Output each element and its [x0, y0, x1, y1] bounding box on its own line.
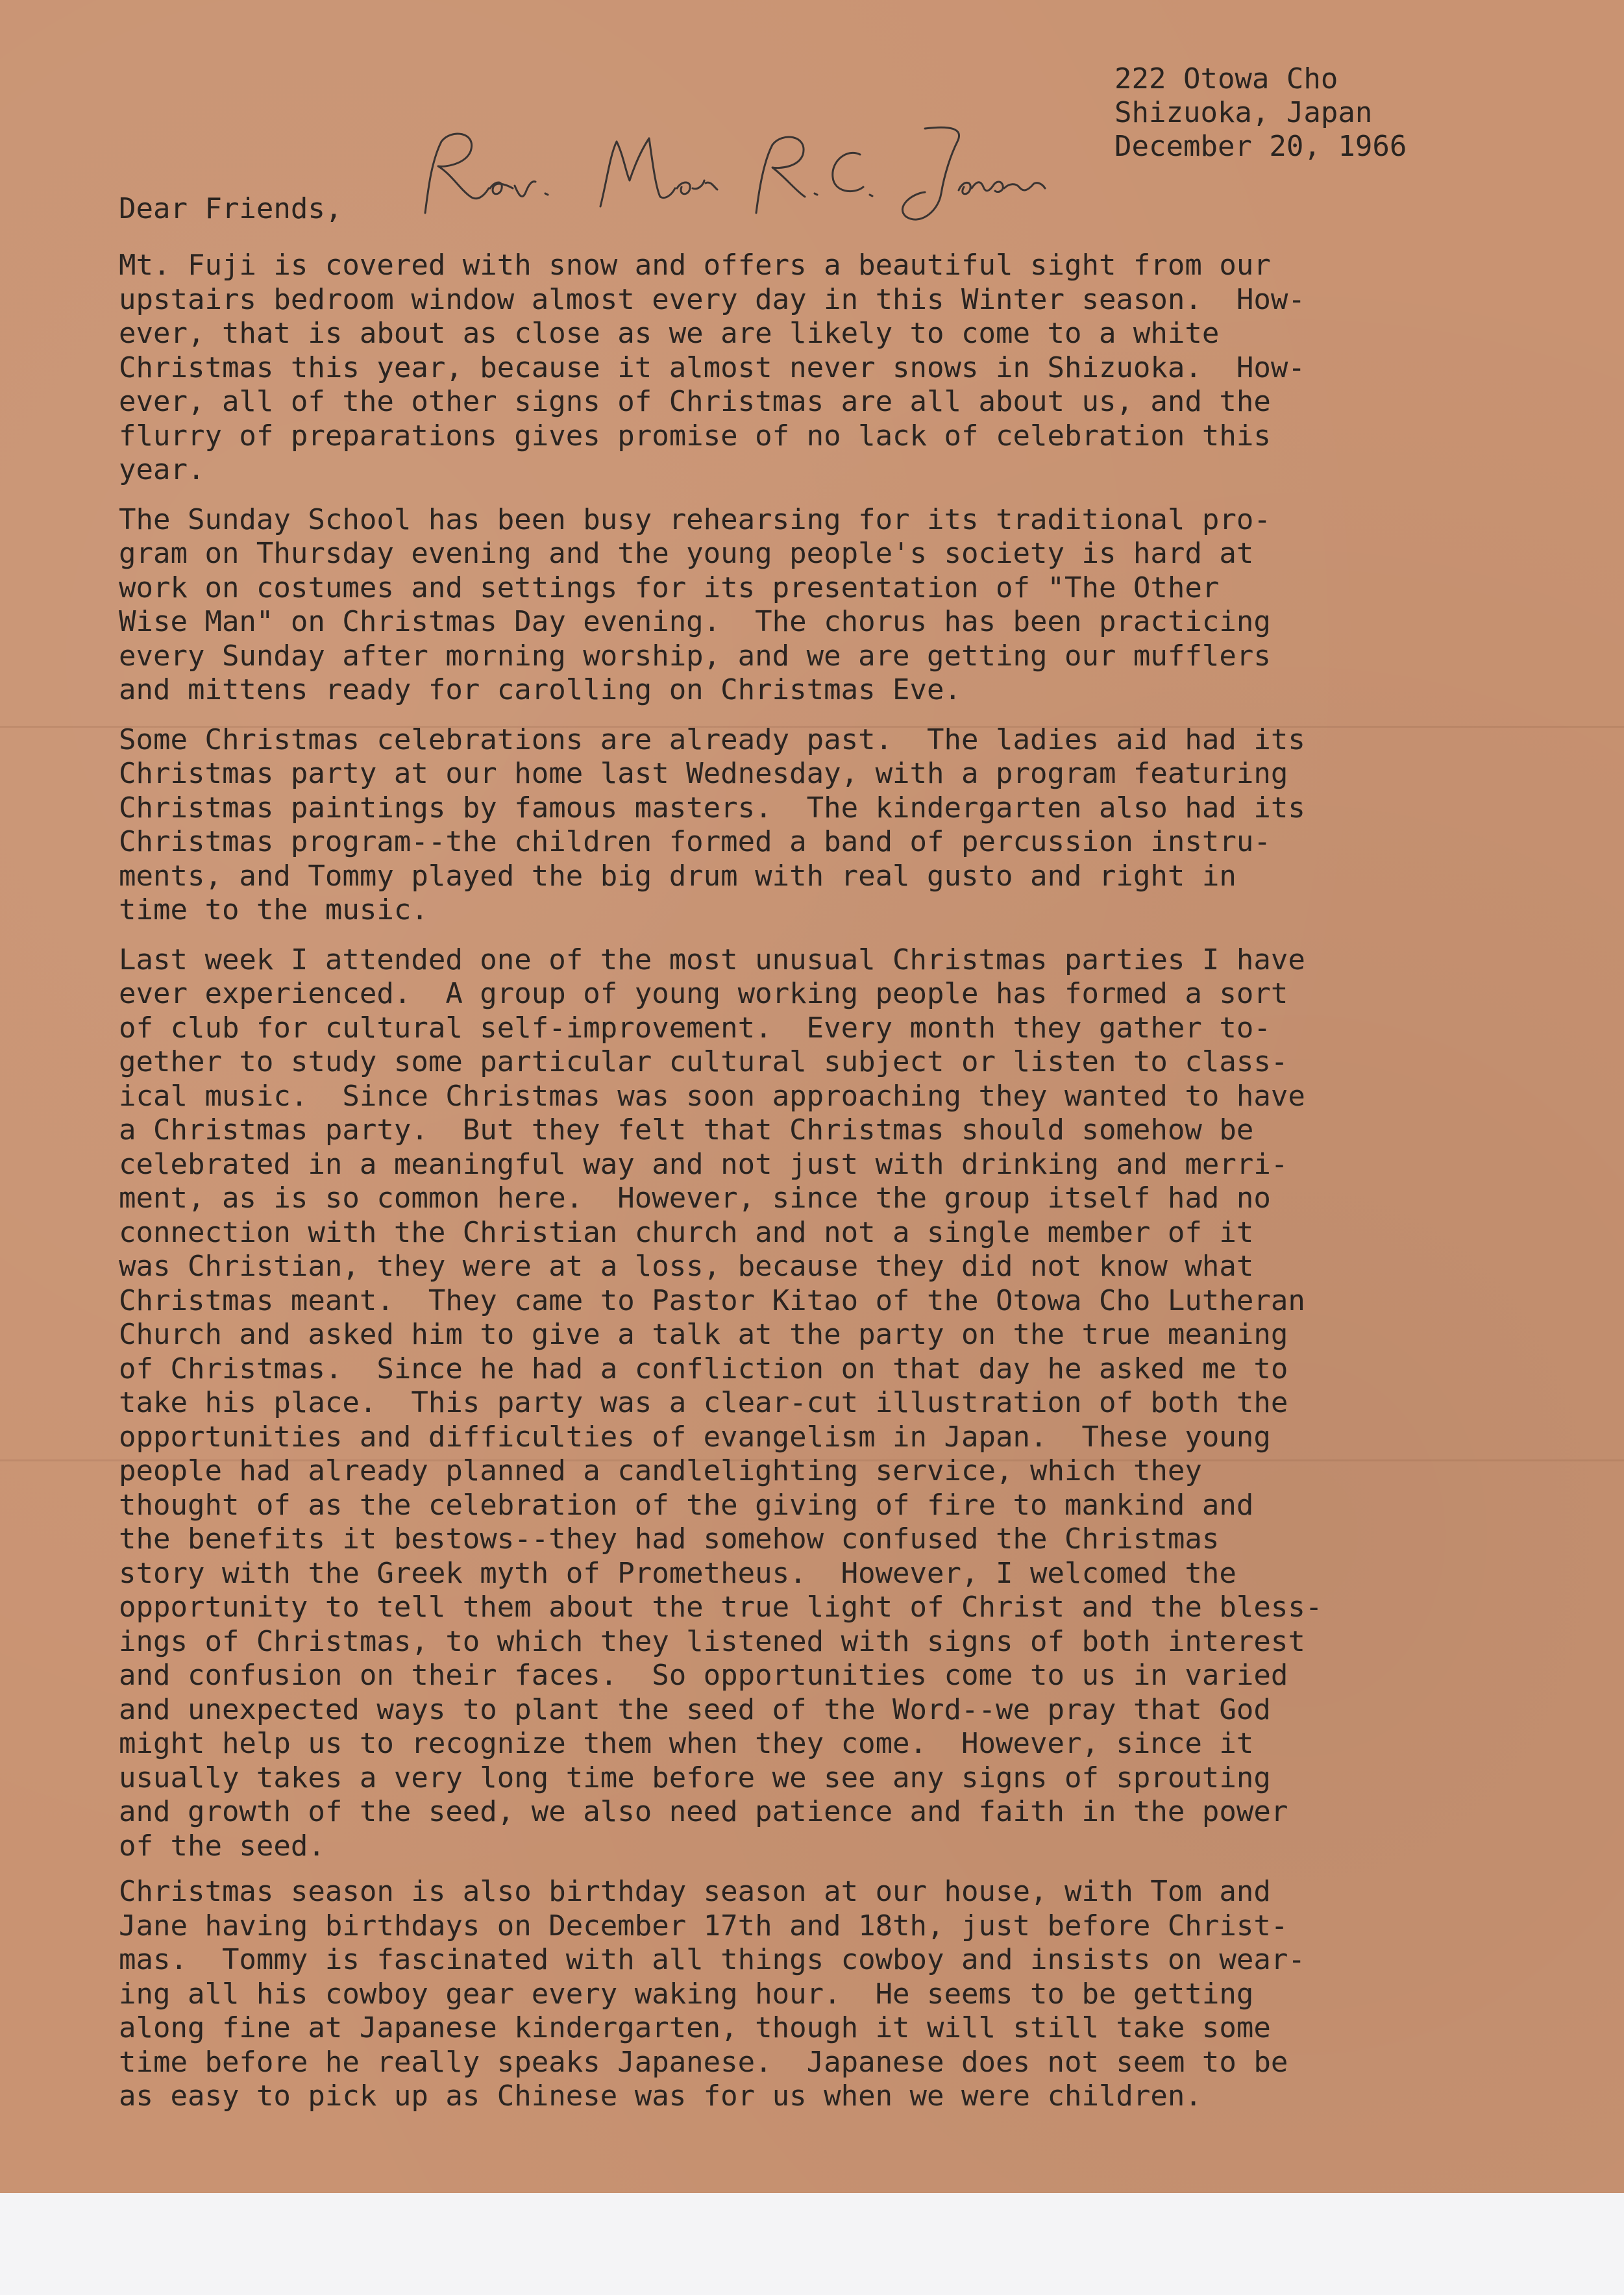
paragraph-1: Mt. Fuji is covered with snow and offers a beautiful sight from our upstairs bedroom window almost every day in this Winter season. How- ever, that is about as close as we are likely to come to a white Christmas this year, because it almost never snows in Shizuoka. How- ever, all of the other signs of Christmas are all about us, and the flurry of preparations gives promise of no lack of celebration this year. — [119, 249, 1305, 486]
paragraph-5: Christmas season is also birthday season at our house, with Tom and Jane having birthdays on December 17th and 18th, just before Christ- mas. Tommy is fascinated with all things cowboy and insists on wear- ing all his cowboy gear every waking hour. He seems to be getting along fine at Japanese kindergarten, though it will still take some time before he really speaks Japanese. Japanese does not seem to be as easy to pick up as Chinese was for us when we were children. — [119, 1875, 1305, 2113]
paragraph-2: The Sunday School has been busy rehearsing for its traditional pro- gram on Thursday evening and the young people's society is hard at work on costumes and settings for its presentation of "The Other Wise Man" on Christmas Day evening. The chorus has been practicing every Sunday after morning worship, and we are getting our mufflers and mittens ready for carolling on Christmas Eve. — [119, 502, 1271, 706]
letter-body — [119, 249, 1573, 2129]
letter-date: December 20, 1966 — [1114, 130, 1407, 163]
paragraph-4: Last week I attended one of the most unusual Christmas parties I have ever experienced. A group of young working people has formed a sort of club for cultural self-improvement. Every month they gather to- gether to study some particular cultural subject or listen to class- ical music. Since Christmas was soon approaching they wanted to have a Christmas party. But they felt that Christmas should somehow be celebrated in a meaningful way and not just with drinking and merri- ment, as is so common here. However, since the group itself had no connection with the Christian church and not a single member of it was Christian, they were at a loss, because they did not know what Christmas meant. They came to Pastor Kitao of the Otowa Cho Lutheran Church and asked him to give a talk at the party on the true meaning of Christmas. Since he had a confliction on that day he asked me to take his place. This party was a clear-cut illustration of both the opportunities and difficulties of evangelism in Japan. These young people had already planned a candlelighting service, which they thought of as the celebration of the giving of fire to mankind and the benefits it bestows--they had somehow confused the Christmas story with the Greek myth of Prometheus. However, I welcomed the opportunity to tell them about the true light of Christ and the bless- ings of Christmas, to which they listened with signs of both interest and confusion on their faces. So opportunities come to us in varied and unexpected ways to plant the seed of the Word--we pray that God might help us to recognize them when they come. However, since it usually takes a very long time before we see any signs of sprouting and growth of the seed, we also need patience and faith in the power of the seed. — [119, 943, 1323, 1863]
address-city: Shizuoka, Japan — [1114, 96, 1373, 129]
salutation: Dear Friends, — [119, 192, 343, 225]
address-street: 222 Otowa Cho — [1114, 62, 1338, 95]
paragraph-3: Some Christmas celebrations are already past. The ladies aid had its Christmas party at our home last Wednesday, with a program featuring Christmas paintings by famous masters. The kindergarten also had its Christmas program--the children formed a band of percussion instru- ments, and Tommy played the big drum with real gusto and right in time to the music. — [119, 723, 1305, 926]
return-address — [1114, 62, 1407, 164]
handwritten-signature — [406, 116, 1055, 232]
